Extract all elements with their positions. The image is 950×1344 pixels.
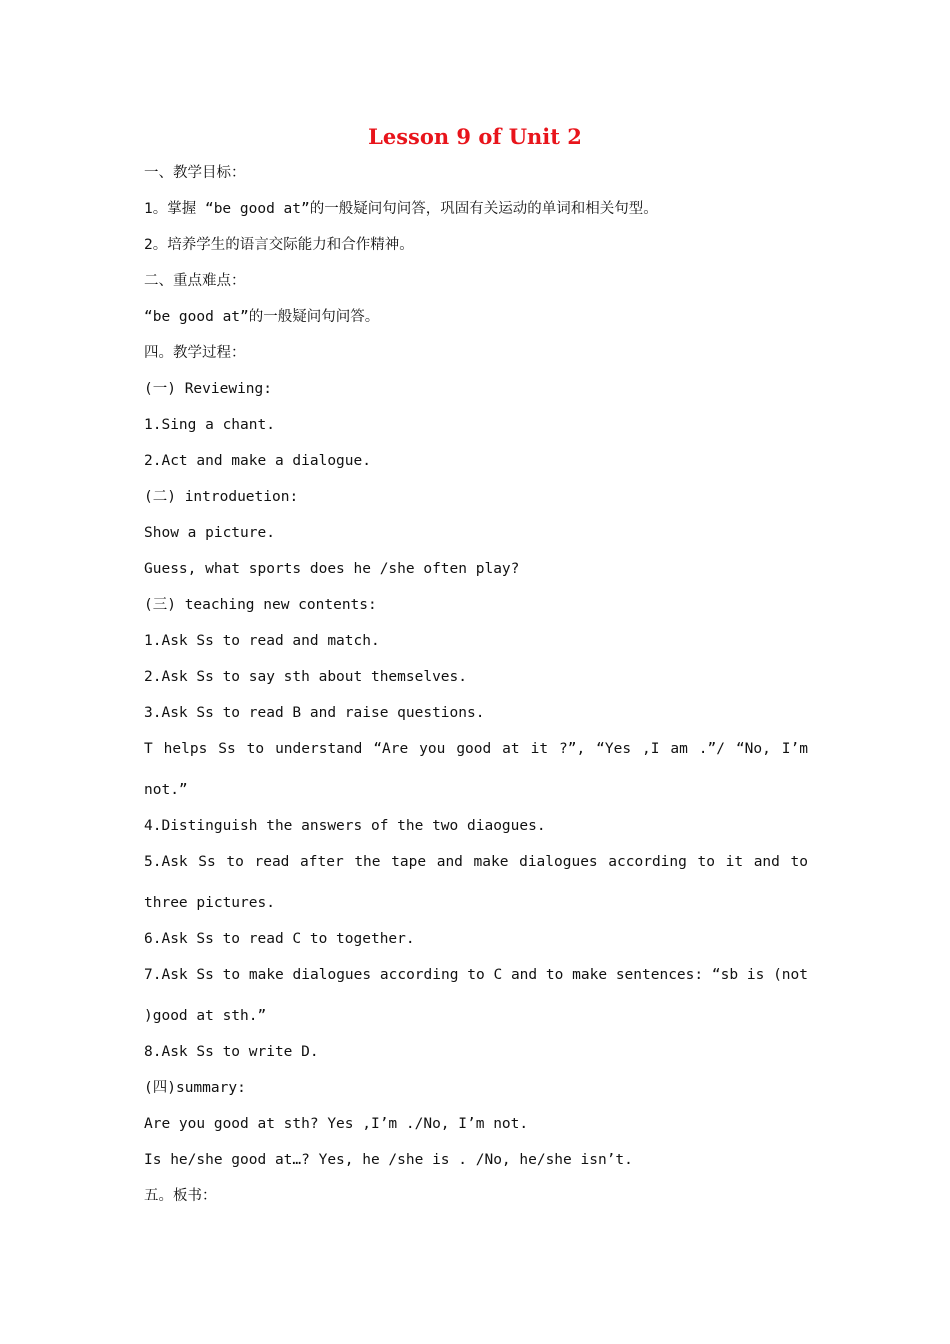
process-step: Show a picture. (144, 525, 275, 541)
process-step: 8.Ask Ss to write D. (144, 1044, 319, 1060)
summary-line: Are you good at sth? Yes ,I’m ./No, I’m not. (144, 1116, 529, 1132)
section-heading-process: 四。教学过程： (144, 345, 246, 361)
process-step: 3.Ask Ss to read B and raise questions. (144, 705, 485, 721)
process-step: Guess, what sports does he /she often play? (144, 561, 520, 577)
document-title: Lesson 9 of Unit 2 (368, 124, 582, 149)
subsection-heading: (三) teaching new contents: (144, 597, 377, 613)
document-body (144, 158, 808, 1217)
section-heading-key-points: 二、重点难点： (144, 273, 246, 289)
subsection-heading: (一) Reviewing: (144, 381, 272, 397)
process-step: 4.Distinguish the answers of the two diaogues. (144, 818, 546, 834)
objective-item: 1。掌握 “be good at”的一般疑问句问答，巩固有关运动的单词和相关句型。 (144, 201, 658, 217)
objective-item: 2。培养学生的语言交际能力和合作精神。 (144, 237, 414, 253)
process-step: 5.Ask Ss to read after the tape and make dialogues according to it and to three pictures. (144, 854, 808, 911)
section-heading-objectives: 一、教学目标： (144, 165, 246, 181)
process-step: 7.Ask Ss to make dialogues according to C and to make sentences: “sb is (not )good at sth.” (144, 967, 808, 1024)
section-heading-blackboard: 五。板书： (144, 1188, 217, 1204)
process-step: 2.Ask Ss to say sth about themselves. (144, 669, 468, 685)
process-step: 1.Sing a chant. (144, 417, 275, 433)
subsection-heading: (二) introduetion: (144, 489, 299, 505)
summary-line: Is he/she good at…? Yes, he /she is . /No, he/she isn’t. (144, 1152, 633, 1168)
subsection-heading: (四)summary: (144, 1080, 246, 1096)
key-point-text: “be good at”的一般疑问句问答。 (144, 309, 380, 325)
process-step: 1.Ask Ss to read and match. (144, 633, 380, 649)
process-step: 2.Act and make a dialogue. (144, 453, 371, 469)
process-step: T helps Ss to understand “Are you good at it ?”, “Yes ,I am .”/ “No, I’m not.” (144, 741, 808, 798)
process-step: 6.Ask Ss to read C to together. (144, 931, 415, 947)
